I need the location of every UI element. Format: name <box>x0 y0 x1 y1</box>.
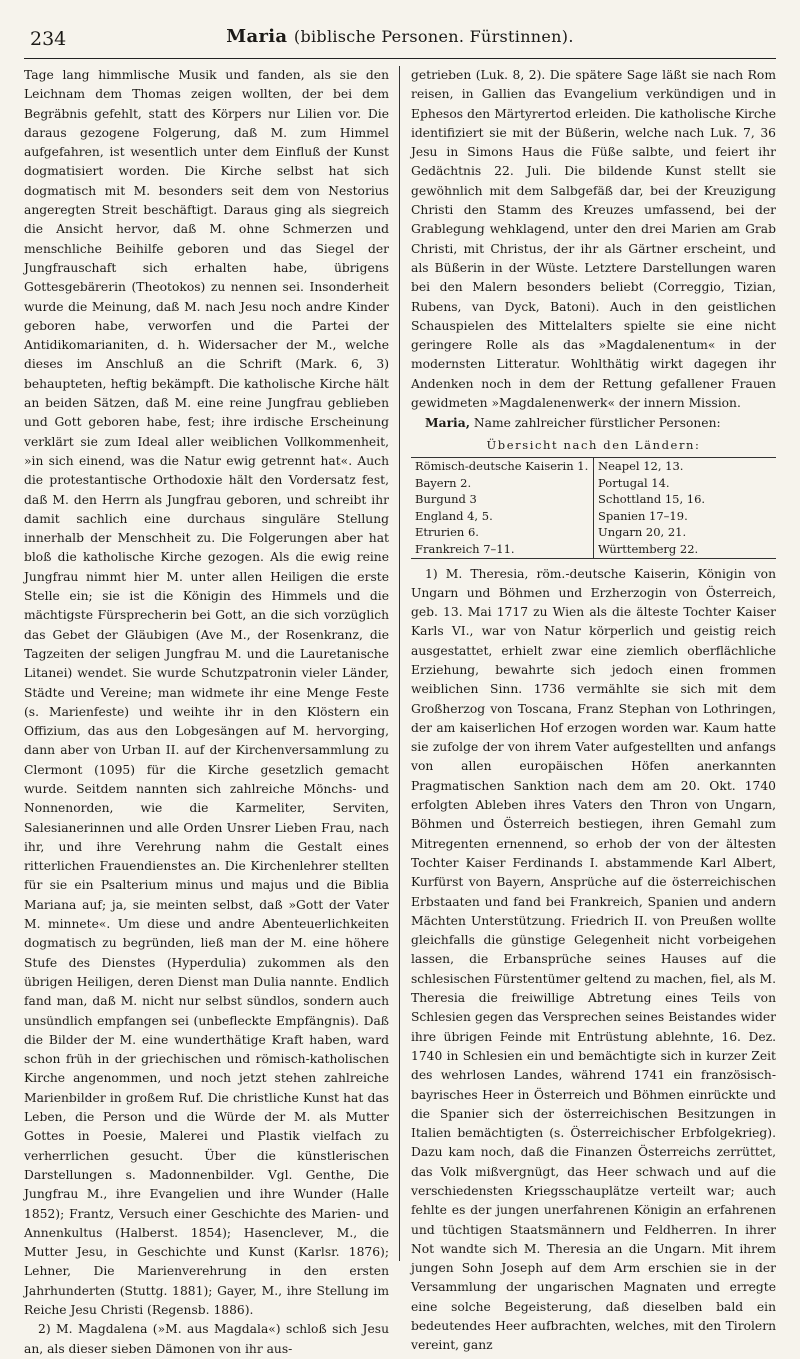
entry-magdalena-start: 2) M. Magdalena (»M. aus Magdala«) schloß sich Jesu an, als dieser sieben Dämonen von ihr aus- <box>24 1322 389 1356</box>
table-cell: Etrurien 6. <box>411 524 594 541</box>
table-cell: Bayern 2. <box>411 475 594 492</box>
column-divider <box>399 66 400 1261</box>
table-row <box>411 475 776 492</box>
table-cell: Burgund 3 <box>411 491 594 508</box>
running-title-main: Maria <box>226 26 288 47</box>
running-title <box>24 26 776 47</box>
table-row <box>411 541 776 558</box>
table-cell: Römisch-deutsche Kaiserin 1. <box>411 457 594 474</box>
overview-table <box>411 457 776 559</box>
entry-magdalena-cont: getrieben (Luk. 8, 2). Die spätere Sage läßt sie nach Rom reisen, in Gallien das Evangelium verkündigen und in Ephesos den Märtyrertod erleiden. Die katholische Kirche identifiziert sie mit der Büßerin, welche nach Luk. 7, 36 Jesu in Simons Haus die Füße salbte, und feiert ihr Gedächtnis 22. Juli. Die bildende Kunst stellt sie gewöhnlich mit dem Salbgefäß dar, bei der Kreuzigung Christi den Stamm des Kreuzes umfassend, bei der Grablegung wehklagend, unter den drei Marien am Grab Christi, mit Christus, der ihr als Gärtner erscheint, und als Büßerin in der Wüste. Letztere Darstellungen waren bei den Malern besonders beliebt (Correggio, Tizian, Rubens, van Dyck, Batoni). Auch in den geistlichen Schauspielen des Mittelalters spielte sie eine nicht geringere Rolle als das »Magdalenentum« in der modernsten Litteratur. Wohlthätig wirkt dagegen ihr Andenken noch in dem der Rettung gefallener Frauen gewidmeten »Magdalenenwerk« der innern Mission. <box>411 68 776 411</box>
right-column <box>411 66 776 1353</box>
table-row <box>411 491 776 508</box>
page-header <box>24 22 776 59</box>
table-cell: Ungarn 20, 21. <box>598 525 687 540</box>
table-cell: Frankreich 7–11. <box>411 541 594 558</box>
table-row <box>411 508 776 525</box>
entry-maria-heading <box>411 413 776 433</box>
table-row <box>411 524 776 541</box>
table-row <box>411 457 776 474</box>
left-column <box>24 66 389 1356</box>
entry-headline-rest: Name zahlreicher fürstlicher Personen: <box>469 416 721 431</box>
entry-maria-theresia: 1) M. Theresia, röm.-deutsche Kaiserin, Königin von Ungarn und Böhmen und Erzherzogin von Österreich, geb. 13. Mai 1717 zu Wien als die älteste Tochter Kaiser Karls VI., war von Natur körperlich und geistig reich ausgestattet, erhielt zwar eine ziemlich oberflächliche Erziehung, bewahrte sich jedoch einen frommen weiblichen Sinn. 1736 vermählte sie sich mit dem Großherzog von Toscana, Franz Stephan von Lothringen, der am kaiserlichen Hof erzogen worden war. Kaum hatte sie zufolge der von ihrem Vater aufgestellten und anfangs von allen europäischen Höfen anerkannten Pragmatischen Sanktion nach dem am 20. Okt. 1740 erfolgten Ableben ihres Vaters den Thron von Ungarn, Böhmen und Österreich bestiegen, ihren Gemahl zum Mitregenten ernennend, so erhob der von der ältesten Tochter Kaiser Ferdinands I. abstammende Karl Albert, Kurfürst von Bayern, Ansprüche auf die österreichischen Erbstaaten und fand bei Frankreich, Spanien und andern Mächten Unterstützung. Friedrich II. von Preußen wollte gleichfalls die günstige Gelegenheit nicht vorbeigehen lassen, die Erbansprüche seines Hauses auf die schlesischen Fürstentümer geltend zu machen, fiel, als M. Theresia die freiwillige Abtretung eines Teils von Schlesien gegen das Versprechen seines Beistandes wider ihre übrigen Feinde mit Entrüstung ablehnte, 16. Dez. 1740 in Schlesien ein und bemächtigte sich in kurzer Zeit des wehrlosen Landes, während 1741 ein französisch-bayrisches Heer in Österreich und Böhmen einrückte und die Spanier sich der österreichischen Besitzungen in Italien bemächtigten (s. Österreichischer Erbfolgekrieg). Dazu kam noch, daß die Finanzen Österreichs zerrüttet, das Volk mißvergnügt, das Heer schwach und auf die verschiedensten Kriegsschauplätze verteilt war; auch fehlte es der jungen unerfahrenen Königin an erfahrenen und tüchtigen Staatsmännern und Feldherren. In ihrer Not wandte sich M. Theresia an die Ungarn. Mit ihrem jungen Sohn Joseph auf dem Arm erschien sie in der Versammlung der ungarischen Magnaten und erregte eine solche Begeisterung, daß dieselben bald ein bedeutendes Heer aufbrachten, welches, mit den Tirolern vereint, ganz <box>411 566 776 1353</box>
table-cell: Schottland 15, 16. <box>598 492 706 507</box>
overview-caption: Übersicht nach den Ländern: <box>486 437 701 452</box>
entry-headword: Maria, <box>425 415 470 431</box>
table-cell: Württemberg 22. <box>598 541 699 556</box>
table-cell: Spanien 17–19. <box>598 508 688 523</box>
table-cell: Neapel 12, 13. <box>598 458 684 473</box>
page-number: 234 <box>30 28 67 50</box>
table-cell: Portugal 14. <box>598 475 670 490</box>
paragraph-assumption: Tage lang himmlische Musik und fanden, als sie den Leichnam dem Thomas zeigen wollten, der bei dem Begräbnis gefehlt, statt des Körpers nur Lilien vor. Die daraus gezogene Folgerung, daß M. zum Himmel aufgefahren, ist wesentlich unter dem Einfluß der Kunst dogmatisiert worden. Die Kirche selbst hat sich dogmatisch mit M. besonders seit dem von Nestorius angeregten Streit beschäftigt. Daraus ging als siegreich die Ansicht hervor, daß M. ohne Schmerzen und menschliche Beihilfe geboren und das Siegel der Jungfrauschaft sich erhalten habe, übrigens Gottesgebärerin (Theotokos) zu nennen sei. Insonderheit wurde die Meinung, daß M. nach Jesu noch andre Kinder geboren habe, verworfen und die Partei der Antidikomarianiten, d. h. Widersacher der M., welche dieses im Anschluß an die Schrift (Mark. 6, 3) behaupteten, heftig bekämpft. Die katholische Kirche hält an beiden Sätzen, daß M. eine reine Jungfrau geblieben und Gott geboren habe, fest; ihre irdische Erscheinung verklärt sie zum Ideal aller weiblichen Vollkommenheit, »in sich einend, was die Natur ewig getrennt hat«. Auch die protestantische Orthodoxie hält den Vordersatz fest, daß M. den Herrn als Jungfrau geboren, und schreibt ihr damit sachlich eine durchaus singuläre Stellung innerhalb der Menschheit zu. Die Folgerungen aber hat bloß die katholische Kirche gezogen. Als die ewig reine Jungfrau nimmt hier M. unter allen Heiligen die erste Stelle ein; sie ist die Königin des Himmels und die mächtigste Fürsprecherin bei Gott, an die sich vorzüglich das Gebet der Gläubigen (Ave M., der Rosenkranz, die Tagzeiten der seligen Jungfrau M. und die Lauretanische Litanei) wendet. Sie wurde Schutzpatronin vieler Länder, Städte und Vereine; man widmete ihr eine Menge Feste (s. Marienfeste) und weihte ihr in den Klöstern ein Offizium, das aus den Lobgesängen auf M. hervorging, dann aber von Urban II. auf der Kirchenversammlung zu Clermont (1095) für die Kirche gesetzlich gemacht wurde. Seitdem nannten sich zahlreiche Mönchs- und Nonnenorden, wie die Karmeliter, Serviten, Salesianerinnen und alle Orden Unsrer Lieben Frau, nach ihr, und ihre Verehrung nahm die Gestalt eines ritterlichen Frauendienstes an. Die Kirchenlehrer stellten für sie ein Psalterium minus und majus und die Biblia Mariana auf; ja, sie meinten selbst, daß »Gott der Vater M. minnete«. Um diese und andre Abenteuerlichkeiten dogmatisch zu begründen, ließ man der M. eine höhere Stufe des Dienstes (Hyperdulia) zukommen als den übrigen Heiligen, deren Dienst man Dulia nannte. Endlich fand man, daß M. nicht nur selbst sündlos, sondern auch unsündlich empfangen sei (unbefleckte Empfängnis). Daß die Bilder der M. eine wunderthätige Kraft haben, ward schon früh in der griechischen und römisch-katholischen Kirche angenommen, und noch jetzt stehen zahlreiche Marienbilder in großem Ruf. Die christliche Kunst hat das Leben, die Person und die Würde der M. als Mutter Gottes in Poesie, Malerei und Plastik vielfach zu verherrlichen gesucht. Über die künstlerischen Darstellungen s. Madonnenbilder. Vgl. Genthe, Die Jungfrau M., ihre Evangelien und ihre Wunder (Halle 1852); Frantz, Versuch einer Geschichte des Marien- und Annenkultus (Halberst. 1854); Hasenclever, M., die Mutter Jesu, in Geschichte und Kunst (Karlsr. 1876); Lehner, Die Marienverehrung in den ersten Jahrhunderten (Stuttg. 1881); Gayer, M., ihre Stellung im Reiche Jesu Christi (Regensb. 1886). <box>24 68 389 1317</box>
table-cell: England 4, 5. <box>411 508 594 525</box>
running-title-sub: (biblische Personen. Fürstinnen). <box>293 27 574 46</box>
